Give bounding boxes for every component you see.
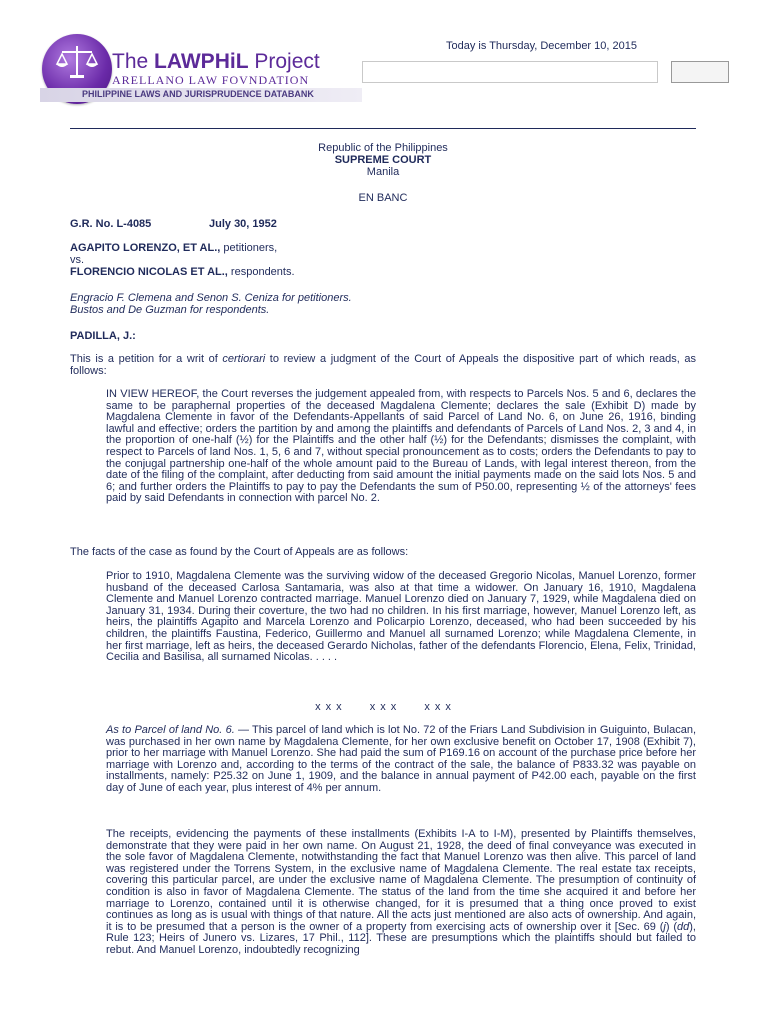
petitioners-name: AGAPITO LORENZO, ET AL., (70, 242, 221, 254)
brand-prefix: The (112, 50, 155, 73)
intro-paragraph (70, 354, 696, 377)
facts-intro: The facts of the case as found by the Court of Appeals are as follows: (70, 546, 409, 558)
respondents-line (70, 266, 295, 278)
intro-text-b: to review a judgment of the Court of Appeals the dispositive part of which reads, as follows: (70, 353, 696, 377)
tagline-band (40, 88, 362, 102)
date-line: Today is Thursday, December 10, 2015 (446, 40, 637, 52)
parcel-6-paragraph (106, 725, 696, 795)
versus: vs. (70, 254, 85, 266)
parcel-6-body: — This parcel of land which is lot No. 72 of the Friars Land Subdivision in Guiguinto, Bulacan, was purchased in her own name by Magdalena Clemente, for her own exclusive benefit on October 17, 1908 (Exhibit 7), prior to her marriage with Manuel Lorenzo. She had paid the sum of P169.16 on account of the purchase price before her marriage with Lorenzo and, according to the terms of the contract of the sale, the balance of P833.32 was payable on installments, namely: P25.32 on June 1, 1909, and the balance in annual payment of P42.00 each, payable on the first day of June of each year, plus interest of 4% per annum. (106, 724, 696, 794)
ellipsis-marker (70, 701, 696, 713)
xxx-2: x x x (369, 701, 397, 713)
petitioners-line (70, 242, 277, 254)
tagline: PHILIPPINE LAWS AND JURISPRUDENCE DATABANK (82, 89, 314, 99)
counsel-petitioners: Engracio F. Clemena and Senon S. Ceniza for petitioners. (70, 292, 352, 304)
xxx-3: x x x (424, 701, 451, 713)
republic-line: Republic of the Philippines (318, 142, 448, 154)
counsel-respondents: Bustos and De Guzman for respondents. (70, 304, 270, 316)
respondents-name: FLORENCIO NICOLAS ET AL., (70, 266, 228, 278)
court-name: SUPREME COURT (334, 154, 432, 166)
petitioners-role: petitioners, (220, 242, 278, 254)
court-city: Manila (366, 166, 400, 178)
logo-text: LAWPHiL (97, 118, 130, 125)
parcel-6-heading: As to Parcel of land No. 6. (106, 724, 235, 736)
search-input[interactable] (362, 61, 658, 83)
case-date: July 30, 1952 (209, 218, 277, 230)
search-button[interactable] (671, 61, 729, 83)
foundation-name: ARELLANO LAW FOVNDATION (112, 73, 310, 87)
receipts-text-a: The receipts, evidencing the payments of these installments (Exhibits I-A to I-M), presented by Plaintiffs themselves, demonstrate that they were paid in her own name. On August 21, 1928, the deed of final conveyance was executed in the sole favor of Magdalena Clemente, notwithstanding the fact that Manuel Lorenzo was then alive. This parcel of land was registered under the Torrens System, in the exclusive name of Magdalena Clemente. The real estate tax receipts, covering this particular parcel, are under the exclusive name of Magdalena Clemente. The presumption of continuity of condition is also in favor of Magdalena Clemente. The status of the land from the time she acquired it and before her marriage to Lorenzo, contained until it is otherwise changed, for it is presumed that a thing once proved to exist continues as long as is usual with things of that nature. All the acts just mentioned are also acts of ownership. And again, it is to be presumed that a person is the owner of a property from exercising acts of ownership over it [Sec. 69 ( (106, 828, 696, 933)
brand-title[interactable] (112, 50, 320, 74)
division: EN BANC (358, 192, 408, 204)
intro-italic: certiorari (222, 353, 266, 365)
ponente: PADILLA, J.: (70, 330, 136, 342)
gr-number: G.R. No. L-4085 (70, 218, 152, 230)
receipts-italic-dd: dd (677, 920, 690, 933)
brand-name: LAWPHiL (154, 50, 249, 73)
header-divider (70, 128, 696, 129)
xxx-1: x x x (315, 701, 342, 713)
receipts-text-c: ), Rule 123; Heirs of Junero vs. Lizares, 17 Phil., 112]. These are presumptions which the plaintiffs should but failed to rebut. And Manuel Lorenzo, indoubtedly recognizing (106, 920, 696, 956)
receipts-italic-j: j (663, 920, 666, 933)
dispositive-quote: IN VIEW HEREOF, the Court reverses the judgement appealed from, with respects to Parcels Nos. 5 and 6, declares the same to be paraphernal properties of the deceased Magdalena Clemente; declares the sale (Exhibit D) made by Magdalena Clemente in favor of the Defendants-Appellants of said Parcel of Land No. 6, on June 26, 1916, binding lawful and effective; orders the partition by and among the plaintiffs and defendants of Parcels of Land Nos. 2, 3 and 4, in the proportion of one-half (½) for the Plaintiffs and the other half (½) for the Defendants; dismisses the complaint, with respect to Parcels of land Nos. 1, 5, 6 and 7, without special pronouncement as to costs; orders the Defendants to pay to the conjugal partnership one-half of the whole amount paid to the Bureau of Lands, with legal interest thereon, from the date of the filing of the complaint, after deducting from said amount the initial payments made on the said lots Nos. 5 and 6; and further orders the Plaintiffs to pay to pay the Defendants the sum of P50.00, representing ½ of the attorneys' fees paid by said Defendants in connection with parcel No. 2. (106, 388, 696, 505)
respondents-role: respondents. (227, 266, 295, 278)
intro-text-a: This is a petition for a writ of (70, 353, 223, 365)
receipts-text-b: ) ( (665, 920, 678, 933)
facts-quote: Prior to 1910, Magdalena Clemente was the surviving widow of the deceased Gregorio Nicolas, Manuel Lorenzo, former husband of the deceased Carlosa Santamaria, was also at that time a widower. On January 16, 1910, Magdalena Clemente and Manuel Lorenzo contracted marriage. Manuel Lorenzo died on January 7, 1929, while Magdalena died on January 31, 1934. During their coverture, the two had no children. In his first marriage, however, Manuel Lorenzo left, as heirs, the plaintiffs Agapito and Marcela Lorenzo and Policarpio Lorenzo, deceased, who had been succeeded by his children, the plaintiffs Faustina, Federico, Guillermo and Manuel all surnamed Lorenzo; while Magdalena Clemente, in her first marriage, left as heirs, the deceased Gerardo Nicholas, father of the defendants Florencio, Elena, Felix, Trinidad, Cecilia and Basilisa, all surnamed Nicolas. . . . . (106, 570, 696, 664)
receipts-paragraph (106, 829, 696, 957)
brand-suffix: Project (248, 50, 320, 73)
scales-of-justice-icon (54, 42, 100, 82)
